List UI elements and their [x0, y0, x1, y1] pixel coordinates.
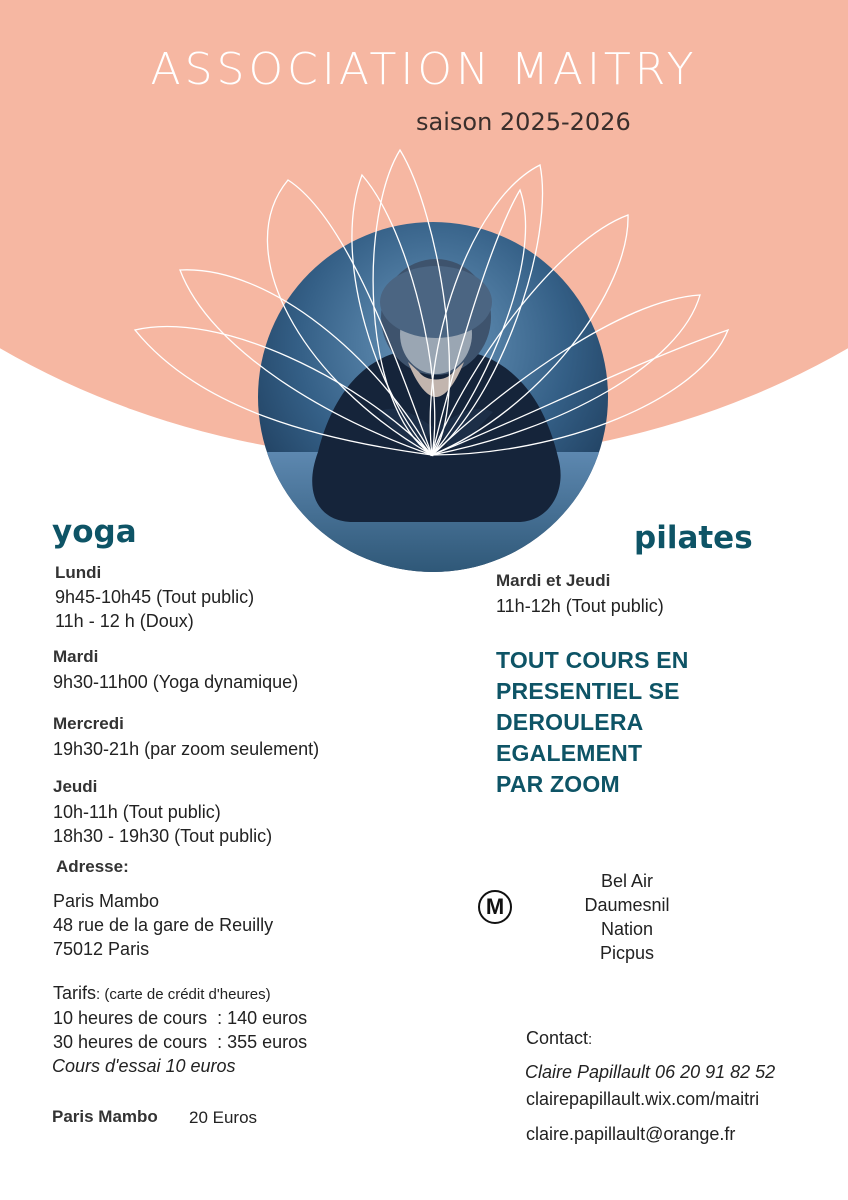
metro-icon: M [478, 890, 512, 924]
metro-station: Nation [600, 919, 654, 939]
tarifs-header [53, 981, 271, 1007]
yoga-slot: 19h30-21h (par zoom seulement) [53, 739, 320, 759]
zoom-notice-line: PAR ZOOM [496, 771, 620, 797]
pilates-heading: pilates [634, 520, 753, 556]
contact-header [526, 1026, 592, 1052]
tarifs-label: Tarifs [53, 983, 97, 1003]
zoom-notice-line: PRESENTIEL SE [496, 678, 680, 704]
yoga-slot: 10h-11h (Tout public) [53, 802, 221, 822]
tarif-line: 10 heures de cours : 140 euros [53, 1008, 308, 1028]
metro-station: Daumesnil [584, 895, 670, 915]
yoga-day-monday: Lundi [55, 563, 102, 582]
yoga-slot: 11h - 12 h (Doux) [55, 611, 194, 631]
address-line: 48 rue de la gare de Reuilly [53, 915, 274, 935]
contact-colon: : [588, 1031, 593, 1048]
yoga-slot: 9h30-11h00 (Yoga dynamique) [53, 672, 299, 692]
address-line: 75012 Paris [53, 939, 150, 959]
address-line: Paris Mambo [53, 891, 160, 911]
contact-website[interactable]: clairepapillault.wix.com/maitri [526, 1089, 760, 1109]
yoga-heading: yoga [52, 514, 137, 550]
yoga-slot: 18h30 - 19h30 (Tout public) [53, 826, 273, 846]
season-label: saison 2025-2026 [416, 108, 631, 136]
pilates-slot: 11h-12h (Tout public) [496, 596, 664, 616]
yoga-day-tuesday: Mardi [53, 647, 99, 666]
zoom-notice-line: TOUT COURS EN [496, 647, 689, 673]
tarifs-label-note: : (carte de crédit d'heures) [96, 986, 271, 1003]
zoom-notice-line: EGALEMENT [496, 740, 643, 766]
yoga-day-wednesday: Mercredi [53, 714, 124, 733]
yoga-slot: 9h45-10h45 (Tout public) [55, 587, 255, 607]
contact-label: Contact [526, 1028, 589, 1048]
pilates-days: Mardi et Jeudi [496, 571, 611, 590]
association-title: ASSOCIATION MAITRY [150, 44, 698, 95]
contact-name-phone: Claire Papillault 06 20 91 82 52 [525, 1062, 776, 1082]
zoom-notice-line: DEROULERA [496, 709, 644, 735]
contact-email[interactable]: claire.papillault@orange.fr [526, 1124, 736, 1144]
metro-stations [566, 869, 688, 965]
yoga-photo [258, 222, 608, 572]
yoga-day-thursday: Jeudi [53, 777, 98, 796]
metro-station: Picpus [599, 943, 655, 963]
membership-place: Paris Mambo [52, 1107, 158, 1126]
trial-price: Cours d'essai 10 euros [52, 1056, 236, 1076]
address-label: Adresse: [56, 857, 129, 876]
membership-price: 20 Euros [189, 1108, 258, 1127]
tarif-line: 30 heures de cours : 355 euros [53, 1032, 308, 1052]
metro-station: Bel Air [600, 871, 654, 891]
zoom-notice [496, 645, 689, 800]
yoga-photo-illustration [258, 222, 608, 572]
